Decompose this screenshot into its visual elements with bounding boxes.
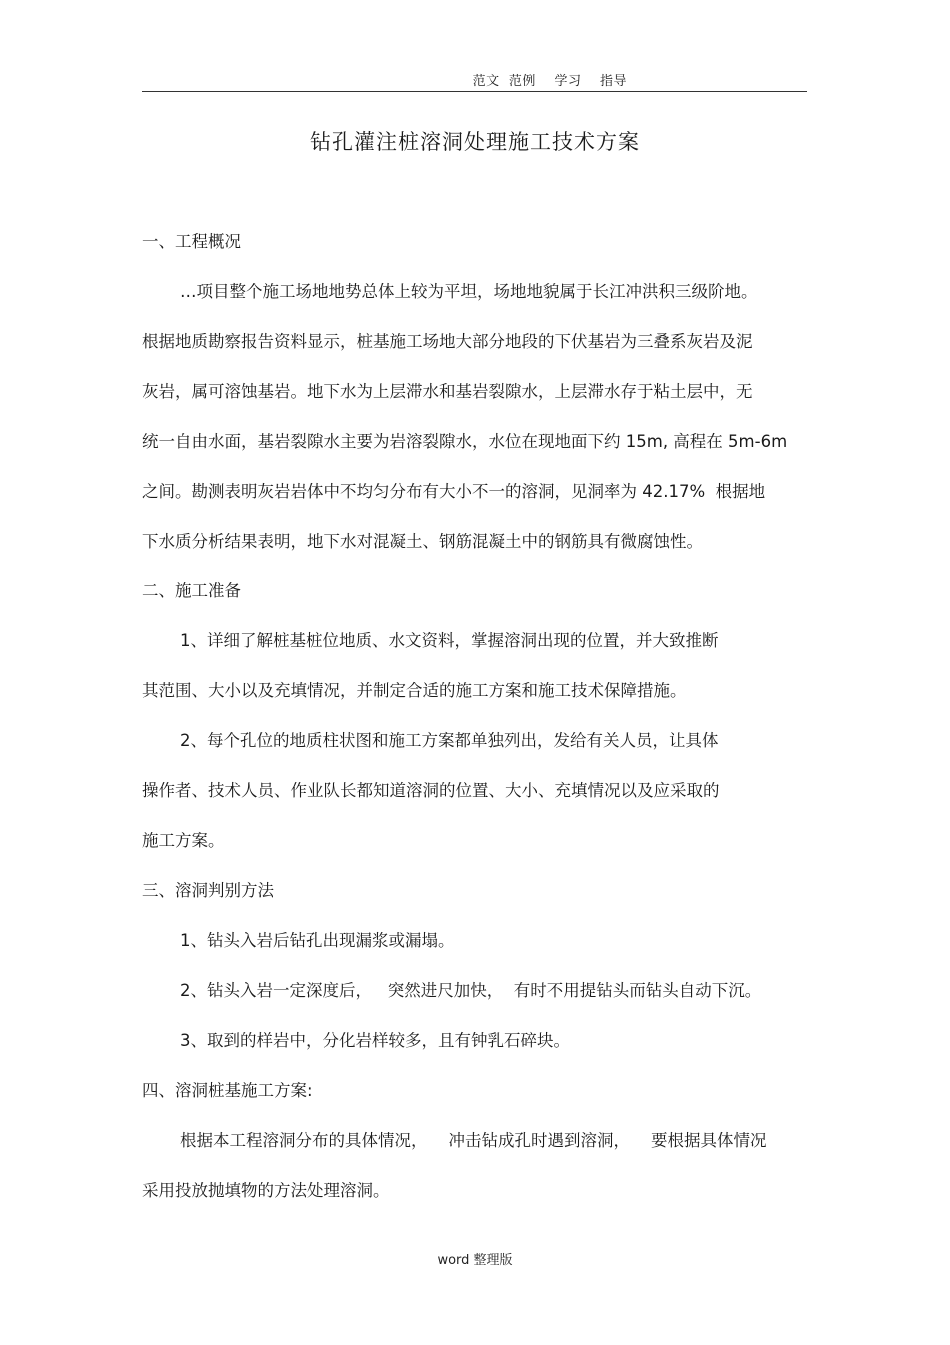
paragraph-line: 采用投放抛填物的方法处理溶洞。 <box>142 1181 390 1200</box>
section-heading-overview: 一、工程概况 <box>142 232 241 251</box>
paragraph-line: 2、每个孔位的地质柱状图和施工方案都单独列出，发给有关人员，让具体 <box>180 731 719 750</box>
paragraph-line: 施工方案。 <box>142 831 225 850</box>
paragraph-line: 2、钻头入岩一定深度后， 突然进尺加快， 有时不用提钻头而钻头自动下沉。 <box>180 981 762 1000</box>
document-title: 钻孔灌注桩溶洞处理施工技术方案 <box>310 130 640 154</box>
paragraph-line: 根据本工程溶洞分布的具体情况， 冲击钻成孔时遇到溶洞， 要根据具体情况 <box>180 1131 767 1150</box>
paragraph-line: 操作者、技术人员、作业队长都知道溶洞的位置、大小、充填情况以及应采取的 <box>142 781 720 800</box>
section-heading-preparation: 二、施工准备 <box>142 581 241 600</box>
paragraph-line: 3、取到的样岩中，分化岩样较多，且有钟乳石碎块。 <box>180 1031 570 1050</box>
paragraph-line: 灰岩，属可溶蚀基岩。地下水为上层滞水和基岩裂隙水，上层滞水存于粘土层中，无 <box>142 382 753 401</box>
section-heading-identification: 三、溶洞判别方法 <box>142 881 274 900</box>
paragraph-line: 统一自由水面，基岩裂隙水主要为岩溶裂隙水，水位在现地面下约 15m, 高程在 5m-6m <box>142 432 788 451</box>
paragraph-line: 1、详细了解桩基桩位地质、水文资料，掌握溶洞出现的位置，并大致推断 <box>180 631 719 650</box>
paragraph-line: 1、钻头入岩后钻孔出现漏浆或漏塌。 <box>180 931 455 950</box>
page-header <box>142 60 807 92</box>
paragraph-line: …项目整个施工场地地势总体上较为平坦，场地地貌属于长江冲洪积三级阶地。 <box>180 282 758 301</box>
page-footer: word 整理版 <box>437 1253 513 1268</box>
header-text: 范文 范例 学习 指导 <box>472 74 627 89</box>
section-heading-construction-plan: 四、溶洞桩基施工方案: <box>142 1081 313 1100</box>
paragraph-line: 其范围、大小以及充填情况，并制定合适的施工方案和施工技术保障措施。 <box>142 681 687 700</box>
paragraph-line: 根据地质勘察报告资料显示，桩基施工场地大部分地段的下伏基岩为三叠系灰岩及泥 <box>142 332 753 351</box>
paragraph-line: 下水质分析结果表明，地下水对混凝土、钢筋混凝土中的钢筋具有微腐蚀性。 <box>142 532 703 551</box>
header-rule <box>142 91 807 92</box>
paragraph-line: 之间。勘测表明灰岩岩体中不均匀分布有大小不一的溶洞，见洞率为 42.17% 根据地 <box>142 482 766 501</box>
